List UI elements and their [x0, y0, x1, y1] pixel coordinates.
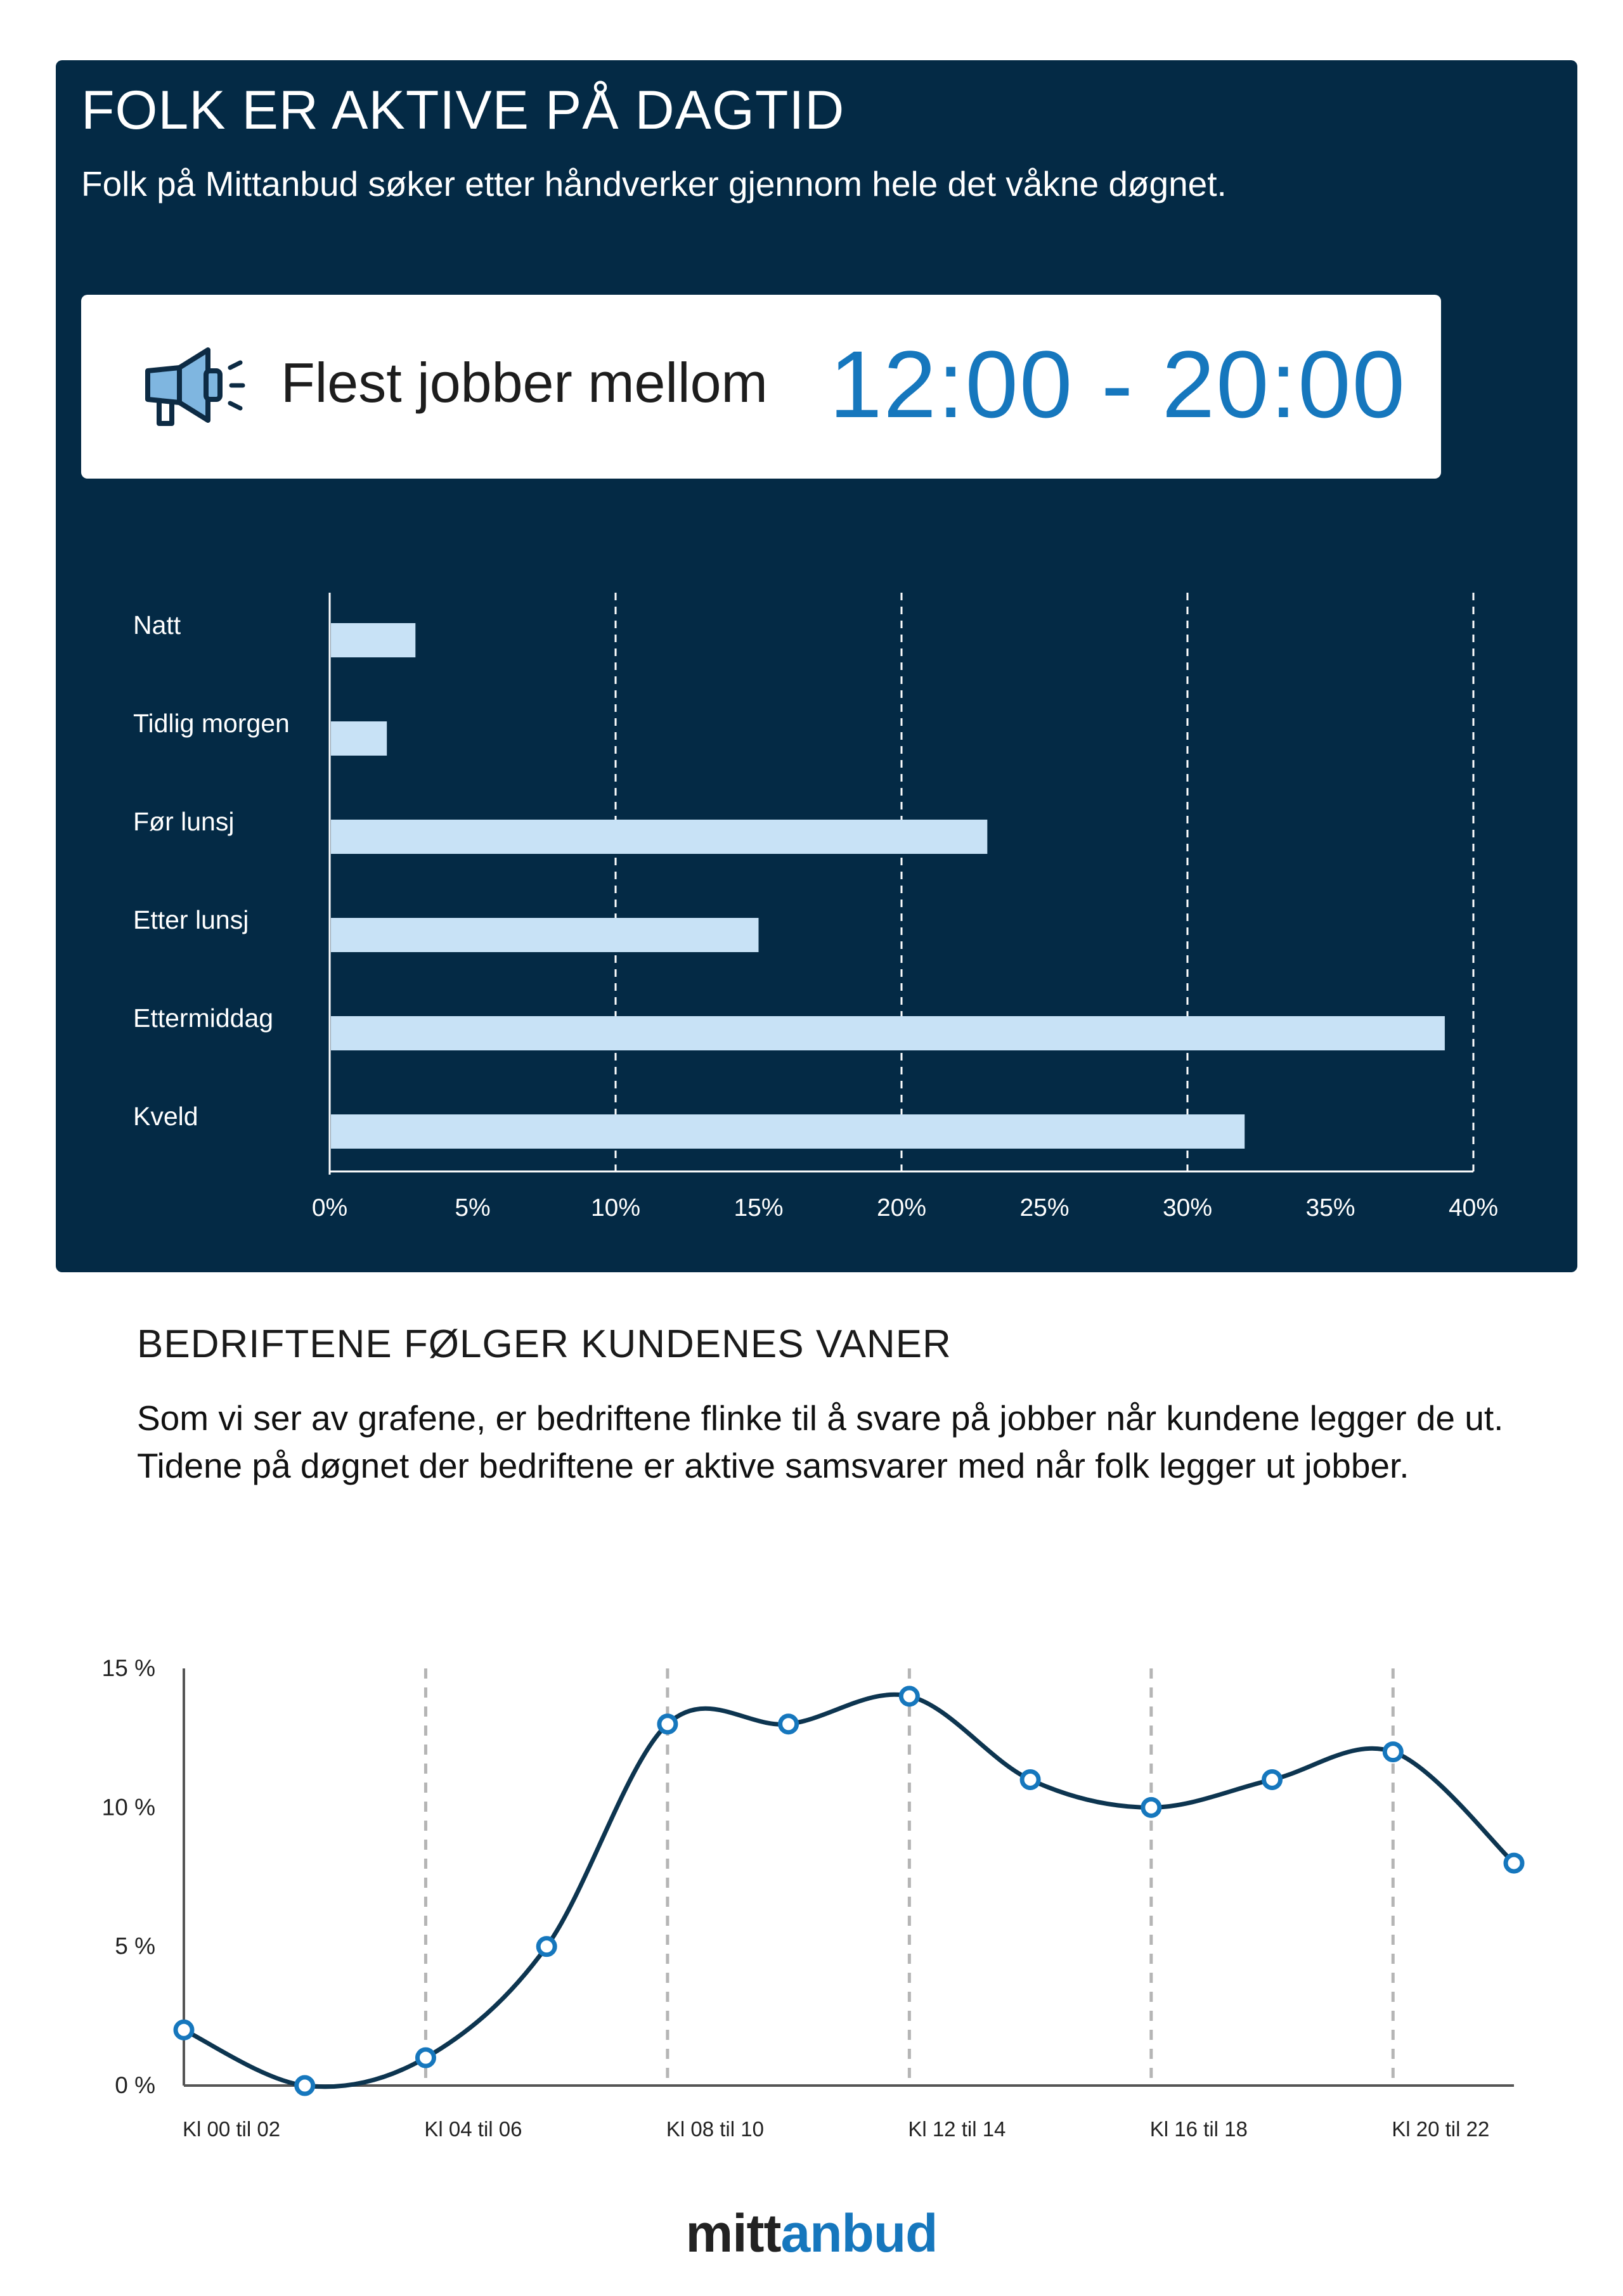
data-point — [1385, 1744, 1401, 1760]
category-label: Tidlig morgen — [133, 709, 290, 738]
category-label: Ettermiddag — [133, 1003, 274, 1033]
data-point — [1264, 1771, 1281, 1788]
y-tick-label: 15 % — [101, 1655, 155, 1681]
x-tick-label: Kl 04 til 06 — [424, 2117, 522, 2141]
series-line — [184, 1694, 1514, 2087]
logo-part-mitt: mitt — [685, 2203, 781, 2263]
x-tick-label: 10% — [590, 1194, 641, 1222]
x-tick-label: Kl 20 til 22 — [1392, 2117, 1490, 2141]
x-tick-label: Kl 00 til 02 — [182, 2117, 281, 2141]
data-point — [1143, 1799, 1160, 1816]
x-tick-label: 15% — [734, 1194, 784, 1222]
x-tick-label: Kl 12 til 14 — [908, 2117, 1006, 2141]
section-body: Som vi ser av grafene, er bedriftene flinke til å svare på jobber når kundene legger de ut. Tidene på døgnet der bedriftene er aktive samsvarer med når folk legger ut jobber. — [137, 1398, 1504, 1485]
y-tick-label: 5 % — [115, 1933, 155, 1959]
panel-title: FOLK ER AKTIVE PÅ DAGTID — [81, 80, 845, 141]
x-tick-label: 40% — [1448, 1194, 1499, 1222]
logo-part-anbud: anbud — [780, 2203, 938, 2263]
data-point — [417, 2049, 434, 2066]
data-point — [1022, 1771, 1038, 1788]
data-point — [901, 1688, 917, 1705]
highlight-label: Flest jobber mellom — [281, 351, 768, 414]
x-tick-label: Kl 08 til 10 — [666, 2117, 764, 2141]
data-point — [176, 2022, 192, 2038]
data-point — [1506, 1855, 1522, 1871]
x-tick-label: 20% — [876, 1194, 927, 1222]
highlight-value: 12:00 - 20:00 — [829, 331, 1407, 437]
data-point — [659, 1716, 676, 1732]
y-tick-label: 10 % — [101, 1794, 155, 1821]
x-tick-label: 5% — [455, 1194, 491, 1222]
x-tick-label: 0% — [311, 1194, 348, 1222]
x-tick-label: 25% — [1019, 1194, 1070, 1222]
panel-subtitle: Folk på Mittanbud søker etter håndverker gjennom hele det våkne døgnet. — [81, 164, 1227, 203]
section-title: BEDRIFTENE FØLGER KUNDENES VANER — [137, 1322, 952, 1366]
y-tick-label: 0 % — [115, 2072, 155, 2098]
category-label: Etter lunsj — [133, 905, 249, 934]
x-tick-label: 30% — [1162, 1194, 1213, 1222]
data-point — [780, 1716, 797, 1732]
category-label: Før lunsj — [133, 807, 235, 836]
data-point — [538, 1938, 555, 1955]
category-label: Natt — [133, 610, 181, 640]
data-point — [297, 2077, 313, 2094]
x-tick-label: Kl 16 til 18 — [1149, 2117, 1248, 2141]
category-label: Kveld — [133, 1102, 198, 1131]
x-tick-label: 35% — [1305, 1194, 1355, 1222]
mittanbud-logo — [0, 2203, 1623, 2264]
